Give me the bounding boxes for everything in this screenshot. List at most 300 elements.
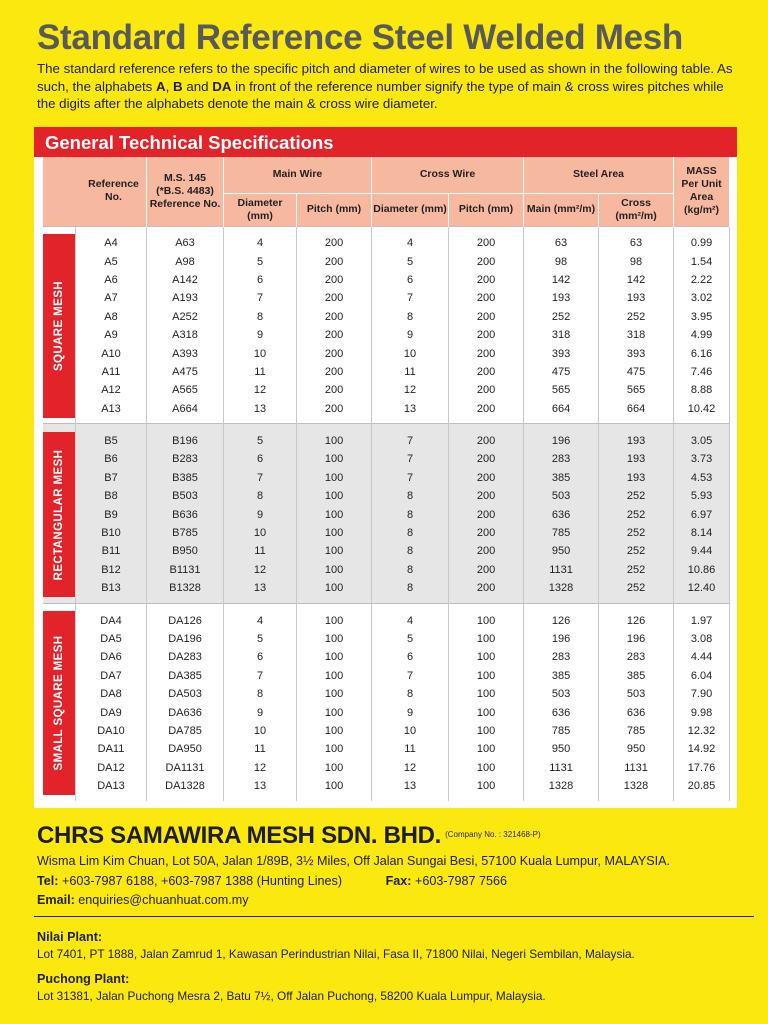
table-cell: 200	[297, 344, 372, 362]
table-cell: A193	[147, 289, 224, 307]
spacer-cell	[147, 795, 224, 801]
spacer-cell	[372, 795, 449, 801]
separator-cell	[147, 424, 224, 432]
table-cell: 1131	[599, 759, 674, 777]
table-cell: 200	[449, 344, 524, 362]
table-cell: 475	[599, 363, 674, 381]
table-cell: 7	[224, 469, 297, 487]
table-cell: 4	[372, 611, 449, 629]
table-row	[43, 234, 730, 252]
table-cell: DA8	[76, 685, 147, 703]
header-cross-wire: Cross Wire	[372, 157, 524, 193]
table-cell: 200	[297, 381, 372, 399]
table-row	[43, 740, 730, 758]
table-cell: 8	[372, 505, 449, 523]
table-cell: DA9	[76, 703, 147, 721]
table-row	[43, 308, 730, 326]
table-cell: B1131	[147, 561, 224, 579]
table-row	[43, 524, 730, 542]
table-cell: 9	[372, 326, 449, 344]
intro-text-end: in front of the reference number signify the type of main & cross wires pitches while the digits after the alphabets denote the main & cross wire diameter.	[37, 78, 724, 111]
table-cell: 636	[524, 703, 599, 721]
table-cell: 6	[372, 271, 449, 289]
table-cell: 17.76	[674, 759, 730, 777]
table-cell: B9	[76, 505, 147, 523]
table-row	[43, 381, 730, 399]
table-cell: 283	[524, 450, 599, 468]
table-cell: 100	[297, 505, 372, 523]
table-cell: A475	[147, 363, 224, 381]
table-cell: 318	[599, 326, 674, 344]
table-cell: 200	[449, 487, 524, 505]
table-cell: 98	[524, 252, 599, 270]
table-cell: 6.97	[674, 505, 730, 523]
table-cell: 785	[524, 722, 599, 740]
table-cell: 3.05	[674, 432, 730, 450]
table-cell: 13	[224, 777, 297, 795]
spec-table	[42, 157, 730, 801]
table-cell: 200	[297, 234, 372, 252]
table-cell: 9	[372, 703, 449, 721]
table-cell: B6	[76, 450, 147, 468]
table-cell: 950	[599, 740, 674, 758]
table-cell: 142	[524, 271, 599, 289]
table-cell: 8	[224, 685, 297, 703]
table-cell: DA1328	[147, 777, 224, 795]
table-row	[43, 685, 730, 703]
table-cell: DA10	[76, 722, 147, 740]
intro-bold-a: A	[156, 78, 166, 94]
table-cell: 100	[297, 469, 372, 487]
group-separator	[43, 424, 730, 432]
table-cell: 100	[297, 648, 372, 666]
table-cell: 5	[224, 252, 297, 270]
header-cross-pitch: Pitch (mm)	[449, 193, 524, 226]
separator-cell	[43, 424, 76, 432]
table-cell: 1131	[524, 759, 599, 777]
contact-line	[37, 874, 507, 888]
table-cell: 283	[599, 648, 674, 666]
table-cell: A664	[147, 400, 224, 418]
table-cell: 6.04	[674, 667, 730, 685]
table-cell: 393	[599, 344, 674, 362]
table-cell: 193	[599, 450, 674, 468]
spacer-cell	[449, 795, 524, 801]
separator-cell	[76, 226, 147, 234]
table-cell: A252	[147, 308, 224, 326]
table-cell: 193	[599, 469, 674, 487]
table-cell: 13	[372, 400, 449, 418]
table-cell: 100	[449, 630, 524, 648]
spacer-cell	[524, 795, 599, 801]
spacer-cell	[224, 795, 297, 801]
separator-cell	[449, 226, 524, 234]
table-cell: 200	[297, 308, 372, 326]
spacer-cell	[674, 795, 730, 801]
table-cell: 200	[449, 234, 524, 252]
table-cell: B785	[147, 524, 224, 542]
table-cell: 200	[449, 363, 524, 381]
table-cell: B12	[76, 561, 147, 579]
table-cell: 200	[449, 252, 524, 270]
separator-cell	[297, 424, 372, 432]
table-cell: DA7	[76, 667, 147, 685]
intro-bold-b: B	[173, 78, 183, 94]
separator-cell	[224, 603, 297, 611]
table-cell: A5	[76, 252, 147, 270]
group-square-mesh	[43, 226, 730, 424]
header-area-cross: Cross (mm²/m)	[599, 193, 674, 226]
table-cell: DA5	[76, 630, 147, 648]
company-reg-no: (Company No. : 321468-P)	[445, 830, 541, 839]
table-cell: 5	[372, 252, 449, 270]
table-cell: 200	[449, 450, 524, 468]
table-row	[43, 630, 730, 648]
table-cell: B8	[76, 487, 147, 505]
table-cell: 100	[297, 722, 372, 740]
table-cell: 11	[224, 363, 297, 381]
table-cell: 4	[224, 611, 297, 629]
table-cell: 100	[297, 487, 372, 505]
table-cell: A13	[76, 400, 147, 418]
table-cell: 252	[599, 579, 674, 597]
table-cell: A98	[147, 252, 224, 270]
table-cell: 100	[297, 667, 372, 685]
table-cell: 664	[524, 400, 599, 418]
table-cell: 100	[297, 777, 372, 795]
table-cell: DA503	[147, 685, 224, 703]
spacer-cell	[599, 795, 674, 801]
separator-cell	[449, 424, 524, 432]
header-main-wire: Main Wire	[224, 157, 372, 193]
table-cell: 13	[224, 579, 297, 597]
table-cell: 7	[372, 289, 449, 307]
email-label: Email:	[37, 893, 75, 907]
table-cell: 283	[524, 648, 599, 666]
table-cell: DA385	[147, 667, 224, 685]
table-row	[43, 579, 730, 597]
table-cell: 6.16	[674, 344, 730, 362]
group-label-cell	[43, 432, 76, 598]
table-cell: DA6	[76, 648, 147, 666]
table-cell: 10	[372, 344, 449, 362]
table-row	[43, 759, 730, 777]
table-row	[43, 648, 730, 666]
separator-cell	[76, 603, 147, 611]
table-cell: 142	[599, 271, 674, 289]
table-cell: 63	[524, 234, 599, 252]
table-cell: 252	[524, 308, 599, 326]
table-cell: A10	[76, 344, 147, 362]
table-cell: 8	[372, 542, 449, 560]
table-cell: 785	[524, 524, 599, 542]
table-cell: 8	[224, 487, 297, 505]
separator-cell	[43, 603, 76, 611]
separator-cell	[297, 226, 372, 234]
table-cell: B11	[76, 542, 147, 560]
table-cell: 252	[599, 308, 674, 326]
table-cell: 12	[372, 381, 449, 399]
table-cell: 8	[372, 524, 449, 542]
table-cell: 5.93	[674, 487, 730, 505]
table-cell: 393	[524, 344, 599, 362]
table-cell: 100	[297, 432, 372, 450]
table-cell: A8	[76, 308, 147, 326]
table-cell: 13	[224, 400, 297, 418]
table-cell: 200	[297, 289, 372, 307]
table-cell: 8.14	[674, 524, 730, 542]
plant-nilai	[37, 929, 635, 962]
table-cell: 6	[224, 271, 297, 289]
table-row	[43, 469, 730, 487]
table-cell: 8	[224, 308, 297, 326]
email-address[interactable]: enquiries@chuanhuat.com.my	[74, 893, 249, 907]
table-cell: 9	[224, 505, 297, 523]
table-cell: 7	[372, 432, 449, 450]
table-cell: 100	[297, 630, 372, 648]
divider	[34, 916, 754, 917]
table-cell: 9	[224, 703, 297, 721]
table-cell: 9.98	[674, 703, 730, 721]
group-label: SMALL SQUARE MESH	[52, 635, 65, 771]
table-cell: 196	[524, 630, 599, 648]
table-cell: 5	[224, 630, 297, 648]
table-cell: 475	[524, 363, 599, 381]
table-cell: 11	[372, 740, 449, 758]
table-cell: 200	[449, 505, 524, 523]
table-cell: A7	[76, 289, 147, 307]
table-cell: 100	[297, 524, 372, 542]
separator-cell	[372, 226, 449, 234]
table-cell: 200	[297, 400, 372, 418]
table-row	[43, 722, 730, 740]
separator-cell	[224, 226, 297, 234]
plant-address: Lot 7401, PT 1888, Jalan Zamrud 1, Kawasan Perindustrian Nilai, Fasa II, 71800 Nilai, Negeri Sembilan, Malaysia.	[37, 947, 635, 961]
table-cell: 3.08	[674, 630, 730, 648]
table-row	[43, 561, 730, 579]
table-cell: 100	[297, 579, 372, 597]
table-cell: DA636	[147, 703, 224, 721]
separator-cell	[599, 226, 674, 234]
table-row	[43, 487, 730, 505]
separator-cell	[674, 226, 730, 234]
table-cell: 200	[449, 400, 524, 418]
spacer-cell	[76, 795, 147, 801]
intro-bold-da: DA	[212, 78, 232, 94]
table-cell: B636	[147, 505, 224, 523]
table-cell: 252	[599, 487, 674, 505]
separator-cell	[524, 226, 599, 234]
table-cell: 252	[599, 542, 674, 560]
table-cell: 7	[372, 667, 449, 685]
table-cell: 8	[372, 685, 449, 703]
tel-label: Tel:	[37, 874, 59, 888]
table-cell: 318	[524, 326, 599, 344]
table-cell: A142	[147, 271, 224, 289]
table-cell: 126	[524, 611, 599, 629]
table-cell: DA4	[76, 611, 147, 629]
table-cell: 8	[372, 561, 449, 579]
table-cell: 193	[524, 289, 599, 307]
table-cell: 100	[449, 703, 524, 721]
table-row	[43, 542, 730, 560]
separator-cell	[224, 424, 297, 432]
table-cell: 4.44	[674, 648, 730, 666]
table-cell: 12.32	[674, 722, 730, 740]
table-row	[43, 289, 730, 307]
table-cell: 200	[449, 469, 524, 487]
header-ms145-line2: (*B.S. 4483)	[156, 184, 214, 197]
table-cell: 12.40	[674, 579, 730, 597]
group-separator	[43, 226, 730, 234]
table-cell: 100	[297, 450, 372, 468]
table-cell: 4	[372, 234, 449, 252]
table-cell: A9	[76, 326, 147, 344]
table-cell: 0.99	[674, 234, 730, 252]
table-cell: 7.90	[674, 685, 730, 703]
table-cell: 6	[224, 648, 297, 666]
table-cell: 100	[449, 685, 524, 703]
table-cell: 193	[599, 432, 674, 450]
group-label-cell	[43, 611, 76, 795]
table-cell: 1328	[524, 579, 599, 597]
group-separator	[43, 603, 730, 611]
table-cell: 503	[599, 685, 674, 703]
table-cell: B503	[147, 487, 224, 505]
plant-name: Nilai Plant:	[37, 930, 103, 944]
table-cell: 200	[449, 381, 524, 399]
table-cell: 5	[224, 432, 297, 450]
table-cell: 503	[524, 487, 599, 505]
table-cell: B7	[76, 469, 147, 487]
table-cell: 3.73	[674, 450, 730, 468]
table-cell: 4	[224, 234, 297, 252]
table-cell: 10	[224, 722, 297, 740]
tel-numbers: +603-7987 6188, +603-7987 1388 (Hunting Lines)	[58, 874, 343, 888]
table-row	[43, 505, 730, 523]
table-cell: 1328	[524, 777, 599, 795]
intro-paragraph	[37, 60, 742, 113]
table-cell: 100	[297, 611, 372, 629]
table-cell: 20.85	[674, 777, 730, 795]
table-cell: 503	[524, 685, 599, 703]
table-cell: A63	[147, 234, 224, 252]
separator-cell	[599, 603, 674, 611]
group-label-cell	[43, 234, 76, 418]
company-address: Wisma Lim Kim Chuan, Lot 50A, Jalan 1/89B, 3½ Miles, Off Jalan Sungai Besi, 57100 Kuala Lumpur, MALAYSIA.	[37, 854, 671, 868]
table-cell: 12	[224, 381, 297, 399]
header-reference-no: Reference No.	[43, 157, 147, 226]
table-cell: 200	[297, 363, 372, 381]
table-cell: 9.44	[674, 542, 730, 560]
table-cell: 100	[449, 759, 524, 777]
plant-address: Lot 31381, Jalan Puchong Mesra 2, Batu 7½, Off Jalan Puchong, 58200 Kuala Lumpur, Malaysia.	[37, 989, 546, 1003]
plant-name: Puchong Plant:	[37, 972, 130, 986]
header-main-diameter: Diameter (mm)	[224, 193, 297, 226]
table-cell: 785	[599, 722, 674, 740]
separator-cell	[524, 603, 599, 611]
header-ms145-line1: M.S. 145	[164, 171, 207, 184]
spec-heading: General Technical Specifications	[34, 127, 737, 157]
table-row	[43, 432, 730, 450]
table-cell: 1131	[524, 561, 599, 579]
table-cell: 100	[297, 740, 372, 758]
table-cell: 11	[224, 740, 297, 758]
table-cell: 3.02	[674, 289, 730, 307]
table-cell: 636	[524, 505, 599, 523]
table-cell: 12	[224, 561, 297, 579]
table-cell: 200	[449, 289, 524, 307]
table-cell: B385	[147, 469, 224, 487]
table-cell: DA11	[76, 740, 147, 758]
table-cell: B196	[147, 432, 224, 450]
table-cell: 1328	[599, 777, 674, 795]
table-cell: DA950	[147, 740, 224, 758]
table-cell: 10	[224, 524, 297, 542]
separator-cell	[297, 603, 372, 611]
table-cell: B950	[147, 542, 224, 560]
table-cell: 8	[372, 308, 449, 326]
table-cell: 565	[524, 381, 599, 399]
email-line	[37, 893, 249, 907]
table-cell: 126	[599, 611, 674, 629]
table-cell: 1.54	[674, 252, 730, 270]
table-cell: 13	[372, 777, 449, 795]
table-cell: DA126	[147, 611, 224, 629]
table-cell: A11	[76, 363, 147, 381]
table-cell: 636	[599, 703, 674, 721]
header-ms145-line3: Reference No.	[149, 197, 221, 210]
table-cell: 2.22	[674, 271, 730, 289]
table-cell: DA196	[147, 630, 224, 648]
table-cell: 100	[449, 648, 524, 666]
header-main-pitch: Pitch (mm)	[297, 193, 372, 226]
table-cell: 9	[224, 326, 297, 344]
separator-cell	[147, 226, 224, 234]
table-cell: B13	[76, 579, 147, 597]
separator-cell	[524, 424, 599, 432]
group-spacer	[43, 795, 730, 801]
table-cell: 200	[449, 432, 524, 450]
table-cell: 100	[297, 685, 372, 703]
table-cell: 7	[224, 667, 297, 685]
table-cell: DA283	[147, 648, 224, 666]
table-cell: DA13	[76, 777, 147, 795]
table-cell: 12	[224, 759, 297, 777]
table-cell: 7	[372, 450, 449, 468]
table-cell: 5	[372, 630, 449, 648]
plant-puchong	[37, 971, 546, 1004]
table-cell: 98	[599, 252, 674, 270]
table-cell: A12	[76, 381, 147, 399]
table-cell: 10.86	[674, 561, 730, 579]
separator-cell	[674, 603, 730, 611]
separator-cell	[76, 424, 147, 432]
table-cell: 950	[524, 740, 599, 758]
group-label: RECTANGULAR MESH	[52, 449, 65, 581]
group-label: SQUARE MESH	[52, 280, 65, 371]
table-cell: 385	[524, 667, 599, 685]
table-row	[43, 703, 730, 721]
table-cell: DA1131	[147, 759, 224, 777]
table-cell: 200	[449, 308, 524, 326]
group-rectangular-mesh	[43, 424, 730, 604]
table-row	[43, 271, 730, 289]
separator-cell	[449, 603, 524, 611]
table-row	[43, 326, 730, 344]
table-cell: 100	[297, 561, 372, 579]
spacer-cell	[297, 795, 372, 801]
